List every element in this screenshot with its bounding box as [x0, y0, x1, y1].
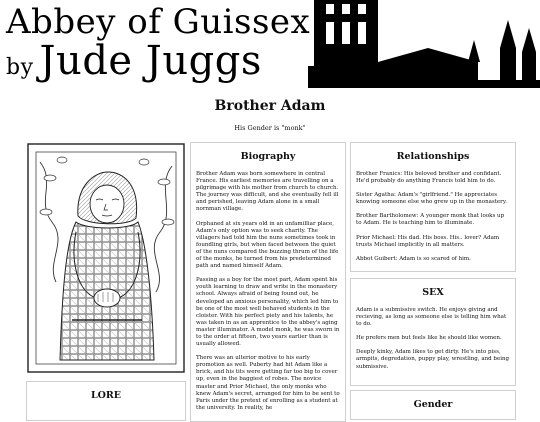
biography-heading: Biography: [240, 151, 296, 162]
relationships-card: [350, 142, 516, 272]
biography-paragraph: Passing as a boy for the most part, Adam spent his youth learning to draw and write in the monastery school. Always afraid of being found out, he developed an anxious personality, which led him to be one of the most well behaved students in the cloister. With his perfect piety and his talents, he was taken in as an apprentice to the abbey's aging master illuminator. A model monk, he was sworn in to the order at fifteen, two years earlier than is usually allowed.: [196, 277, 340, 348]
relationship-item: Prior Michael: His dad. His boss. His.. lover? Adam trusts Michael implicitly in all matters.: [356, 234, 500, 248]
site-author-line: [6, 38, 262, 84]
relationship-item: Sister Agatha: Adam's "girlfriend." He appreciates knowing someone else who grew up in the monastery.: [356, 192, 507, 206]
biography-paragraph: There was an ulterior motive to his early promotion as well. Puberty had hit Adam like a brick, and his tits were getting far too big to cover up, even in the baggiest of robes. The novice master and Prior Michael, the only monks who knew Adam's secret, arranged for him to be sent to Paris under the pretext of enrolling as a student at the university. In reality, he: [196, 355, 340, 411]
gender-card: [350, 390, 516, 420]
relationship-item: Abbot Guibert: Adam is so scared of him.: [356, 255, 471, 262]
abbey-skyline-icon: [308, 0, 540, 88]
gender-heading: Gender: [413, 399, 453, 410]
site-title[interactable]: Abbey of Guissex: [6, 2, 311, 42]
biography-paragraph: Brother Adam was born somewhere in central France. His earliest memories are travelling on a pilgrimage with his mother from church to church. The journey was difficult, and she eventually fell ill and perished, leaving Adam alone in a small nornman village.: [196, 171, 339, 213]
biography-card: [190, 142, 346, 422]
sex-card: [350, 278, 516, 386]
author-name: Jude Juggs: [39, 38, 262, 84]
site-header: [0, 0, 540, 88]
biography-paragraph: Orphaned at six years old in an unfamilliar place, Adam's only option was to seek charity. The villagers had told him the nuns sometimes took in foundling girls, but when faced between the quiet of the nuns compared the buzzing thrum of the life of the monks, he turned from his predetermined path and named himself Adam.: [196, 220, 339, 270]
page-title: Brother Adam: [214, 98, 326, 114]
relationship-item: Brother Franics: His beloved brother and confidant. He'd probably do anything Francis told him to do.: [356, 171, 502, 185]
gender-line: His Gender is "monk": [234, 124, 306, 132]
monk-portrait-icon: [26, 142, 186, 374]
sex-heading: SEX: [422, 287, 444, 298]
sex-paragraph: He prefers men but feels like he should like women.: [356, 335, 502, 342]
sex-paragraph: Adam is a submissive switch. He enjoys giving and recieving, as long as someone else is telling him what to do.: [356, 307, 507, 328]
relationships-heading: Relationships: [396, 151, 470, 162]
lore-heading: LORE: [90, 390, 122, 401]
relationship-item: Brother Bartholomew: A younger monk that looks up to Adam. He is teaching him to illuminate.: [356, 213, 505, 227]
sex-paragraph: Deeply kinky, Adam likes to get dirty. He's into piss, armpits, degredation, puppy play, wrestling, and being submissive.: [356, 349, 510, 370]
lore-card: [26, 381, 186, 421]
by-label: by: [6, 55, 34, 80]
